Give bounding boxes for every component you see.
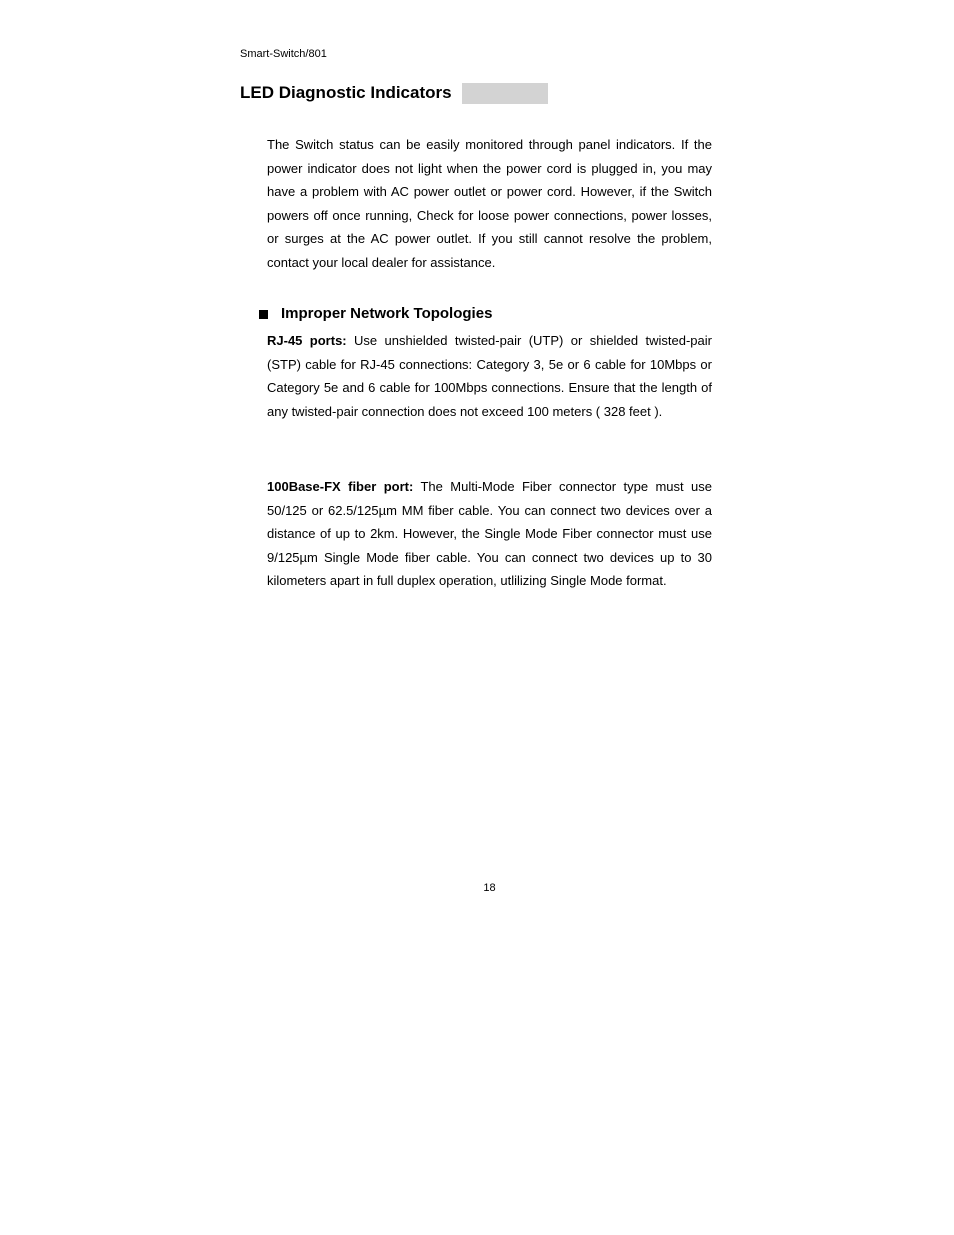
subsection-title: Improper Network Topologies [281, 305, 493, 322]
rj45-paragraph [267, 329, 712, 423]
square-bullet-icon [259, 310, 268, 319]
fiber-paragraph [267, 475, 712, 593]
rj45-text: Use unshielded twisted-pair (UTP) or shielded twisted-pair (STP) cable for RJ-45 connections: Category 3, 5e or 6 cable for 10Mbps or Category 5e and 6 cable for 100Mbps connections. Ensure that the length of any twisted-pair connection does not exceed 100 meters ( 328 feet ). [267, 333, 712, 419]
section-heading [240, 82, 548, 104]
subsection-heading [259, 304, 492, 324]
fiber-text: The Multi-Mode Fiber connector type must use 50/125 or 62.5/125µm MM fiber cable. You can connect two devices over a distance of up to 2km. However, the Single Mode Fiber connector must use 9/125µm Single Mode fiber cable. You can connect two devices up to 30 kilometers apart in full duplex operation, utlilizing Single Mode format. [267, 479, 713, 589]
page-number: 18 [483, 882, 496, 894]
fiber-term: 100Base-FX fiber port: [267, 479, 414, 494]
intro-paragraph: The Switch status can be easily monitored through panel indicators. If the power indicator does not light when the power cord is plugged in, you may have a problem with AC power outlet or power cord. However, if the Switch powers off once running, Check for loose power connections, power losses, or surges at the AC power outlet. If you still cannot resolve the problem, contact your local dealer for assistance. [267, 137, 712, 270]
rj45-term: RJ-45 ports: [267, 333, 347, 348]
running-header: Smart-Switch/801 [240, 48, 327, 60]
title-decoration-bar [462, 83, 548, 104]
section-title: LED Diagnostic Indicators [240, 83, 452, 102]
